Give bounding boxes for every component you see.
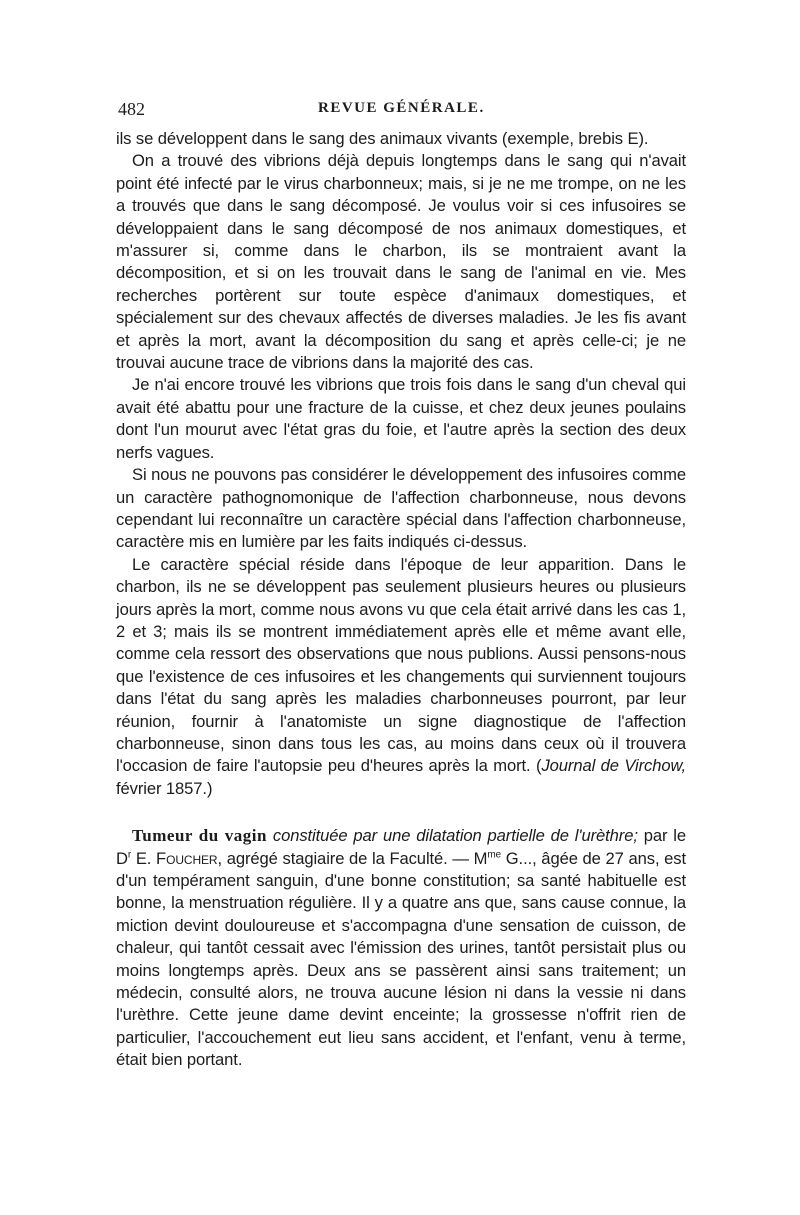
- byline-prefix: par le D: [116, 826, 686, 868]
- byline-superscript: r: [127, 849, 132, 861]
- byline-initial: E.: [131, 848, 157, 868]
- byline-affiliation: , agrégé stagiaire de la Faculté. — M: [217, 848, 488, 868]
- paragraph-special-character: Si nous ne pouvons pas considérer le développement des infusoires comme un caractère pathognomonique de l'affection charbonneuse, nous devons cependant lui reconnaître un caractère spécial dans l'affection charbonneuse, caractère mis en lumière par les faits indiqués ci-dessus.: [116, 465, 686, 552]
- journal-citation: Journal de Virchow,: [541, 756, 686, 776]
- author-name: Foucher: [156, 848, 218, 868]
- running-title: REVUE GÉNÉRALE.: [318, 100, 485, 116]
- patient-title-superscript: me: [487, 849, 502, 861]
- article-title: Tumeur du vagin: [132, 826, 267, 846]
- paragraph-conclusion: [116, 554, 686, 800]
- conclusion-text: Le caractère spécial réside dans l'époque de leur apparition. Dans le charbon, ils ne se développent pas seulement plusieurs heures ou plusieurs jours après la mort, comme nous avons vu que cela était arrivé dans les cas 1, 2 et 3; mais ils se montrent immédiatement après elle et même avant elle, comme cela ressort des observations que nous publions. Aussi pensons-nous que l'existence de ces infusoires et les changements qui surviennent toujours dans l'état du sang après les maladies charbonneuses pourront, par leur réunion, fournir à l'anatomiste un signe diagnostique de l'affection charbonneuse, sinon dans tous les cas, au moins dans ceux où il trouvera l'occasion de faire l'autopsie peu d'heures après la mort. (: [116, 554, 686, 776]
- running-head: [118, 99, 690, 123]
- body-text: [116, 128, 686, 1072]
- article-subtitle: constituée par une dilatation partielle de l'urèthre;: [266, 826, 638, 846]
- section-gap: [116, 800, 686, 825]
- paragraph-vibrions-history: On a trouvé des vibrions déjà depuis longtemps dans le sang qui n'avait point été infecté par le virus charbonneux; mais, si je ne me trompe, on ne les a trouvés que dans le sang décomposé. Je voulus voir si ces infusoires se développaient dans le sang décomposé de nos animaux domestiques, et m'assurer si, comme dans le charbon, ils se montraient avant la décomposition, et si on les trouvait dans le sang de l'animal en vie. Mes recherches portèrent sur toute espèce d'animaux domestiques, et spécialement sur des chevaux affectés de diverses maladies. Je les fis avant et après la mort, avant la décomposition du sang et après celle-ci; je ne trouvai aucune trace de vibrions dans la majorité des cas.: [116, 151, 686, 373]
- article-paragraph: [116, 825, 686, 1071]
- paragraph-three-cases: Je n'ai encore trouvé les vibrions que trois fois dans le sang d'un cheval qui avait été abattu pour une fracture de la cuisse, et chez deux jeunes poulains dont l'un mourut avec l'état gras du foie, et l'autre après la section des deux nerfs vagues.: [116, 375, 686, 462]
- citation-date: février 1857.): [116, 778, 213, 798]
- paragraph-continuation: ils se développent dans le sang des animaux vivants (exemple, brebis E).: [116, 129, 649, 148]
- page-number: 482: [118, 99, 145, 119]
- case-text: G..., âgée de 27 ans, est d'un tempérament sanguin, d'une bonne constitution; sa santé habituelle est bonne, la menstruation régulière. Il y a quatre ans que, sans cause connue, la miction devint douloureuse et s'accompagna d'une sensation de cuisson, de chaleur, qui tantôt cessait avec l'émission des urines, tantôt persistait plus ou moins longtemps après. Deux ans se passèrent ainsi sans traitement; un médecin, consulté alors, ne trouva aucune lésion ni dans la vessie ni dans l'urèthre. Cette jeune dame devint enceinte; la grossesse n'offrit rien de particulier, l'accouchement eut lieu sans accident, et l'enfant, venu à terme, était bien portant.: [116, 848, 687, 1070]
